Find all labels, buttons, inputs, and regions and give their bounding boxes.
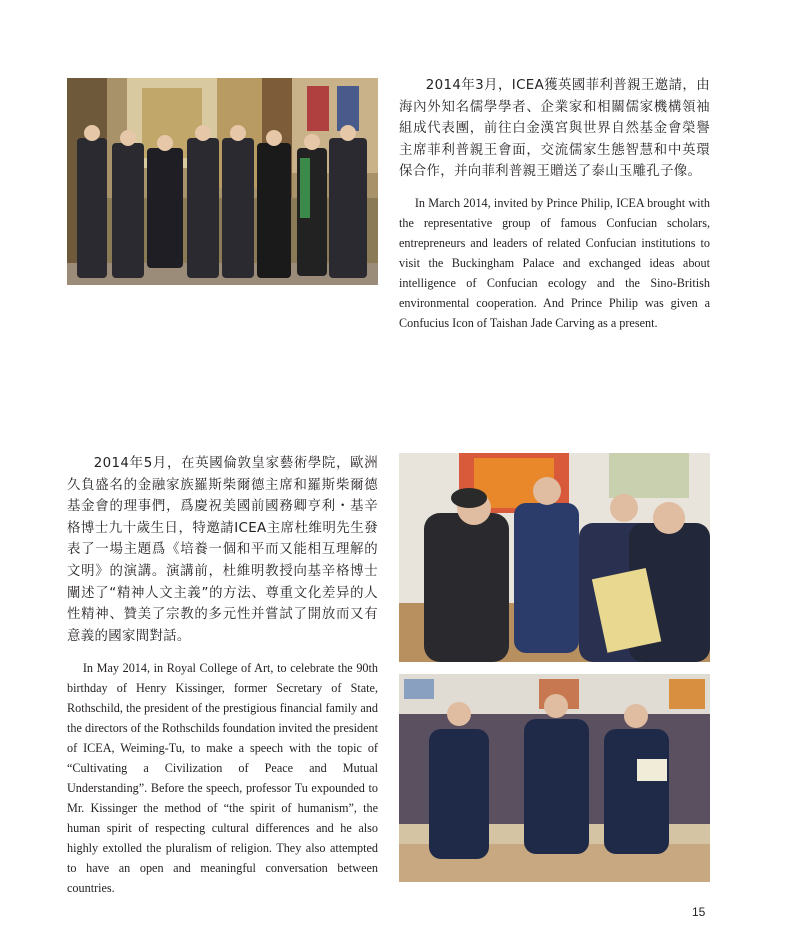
section1-chinese-text: 2014年3月，ICEA獲英國菲利普親王邀請，由海內外知名儒學學者、企業家和相關儒家機構領袖組成代表團，前往白金漢宮與世界自然基金會榮譽主席菲利普親王會面，交流儒家生態智慧和中英環保合作，并向菲利普親王贈送了泰山玉雕孔子像。 [399, 78, 710, 180]
section2-chinese-text: 2014年5月，在英國倫敦皇家藝術學院，歐洲久負盛名的金融家族羅斯柴爾德主席和羅斯柴爾德基金會的理事們，爲慶祝美國前國務卿亨利・基辛格博士九十歲生日，特邀請ICEA主席杜维明先生發表了一場主題爲《培養一個和平而又能相互理解的文明》的演講。演講前，杜維明教授向基辛格博士闡述了“精神人文主義”的方法、尊重文化差异的人性精神、贊美了宗教的多元性并嘗試了開放而又有意義的國家間對話。 [67, 456, 378, 644]
photo-buckingham-palace-group [67, 78, 378, 285]
page-number: 15 [692, 905, 706, 919]
section1-english-text: In March 2014, invited by Prince Philip, ICEA brought with the representative group of famous Confucian scholars, entrepreneurs and leaders of related Confucian institutions to visit the Buckingham Palace and exchanged ideas about intelligence of Confucian ecology and the Sino-British environmental cooperation. And Prince Philip was given a Confucius Icon of Taishan Jade Carving as a present. [399, 196, 710, 330]
photo-seated-audience [399, 674, 710, 882]
photo-kissinger-conversation [399, 453, 710, 662]
section2-english-text: In May 2014, in Royal College of Art, to celebrate the 90th birthday of Henry Kissinger, former Secretary of State, Rothschild, the president of the prestigious financial family and the directors of the Rothschilds foundation invited the president of ICEA, Weiming-Tu, to make a speech with the topic of “Cultivating a Civilization of Peace and Mutual Understanding”. Before the speech, professor Tu expounded to Mr. Kissinger the method of “the spirit of humanism”, the human spirit of respecting cultural differences and he also highly extolled the pluralism of religion. They also attempted to have an open and meaningful conversation between countries. [67, 661, 378, 895]
